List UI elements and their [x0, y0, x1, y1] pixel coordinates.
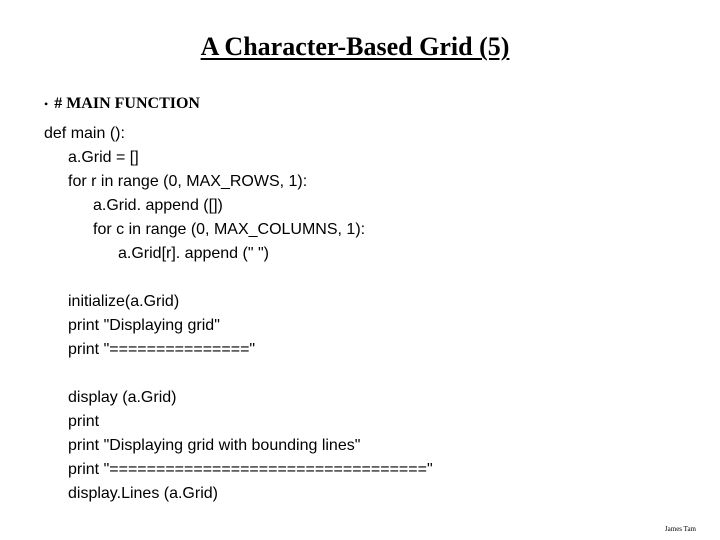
code-line: display (a.Grid)	[68, 389, 177, 406]
code-line: print "==============="	[68, 341, 256, 358]
code-line: print "Displaying grid"	[68, 317, 220, 334]
bullet-marker: •	[44, 97, 49, 111]
code-line: display.Lines (a.Grid)	[68, 485, 218, 502]
slide-title-text: A Character-Based Grid (5)	[200, 32, 510, 61]
bullet-text: # MAIN FUNCTION	[54, 95, 200, 112]
code-line: for r in range (0, MAX_ROWS, 1):	[68, 173, 308, 190]
section-bullet	[44, 94, 200, 114]
author-credit: James Tam	[664, 525, 696, 533]
slide-title	[0, 30, 710, 64]
code-block	[44, 122, 433, 506]
code-line	[44, 266, 433, 290]
code-line: def main ():	[44, 125, 125, 142]
code-line: a.Grid. append ([])	[93, 197, 223, 214]
code-line: print	[68, 413, 100, 430]
code-line: initialize(a.Grid)	[68, 293, 180, 310]
code-line: a.Grid[r]. append (" ")	[118, 245, 269, 262]
code-line: print "=================================="	[68, 461, 433, 478]
code-line: for c in range (0, MAX_COLUMNS, 1):	[93, 221, 366, 238]
code-line	[44, 362, 433, 386]
code-line: print "Displaying grid with bounding lines"	[68, 437, 361, 454]
code-line: a.Grid = []	[68, 149, 139, 166]
